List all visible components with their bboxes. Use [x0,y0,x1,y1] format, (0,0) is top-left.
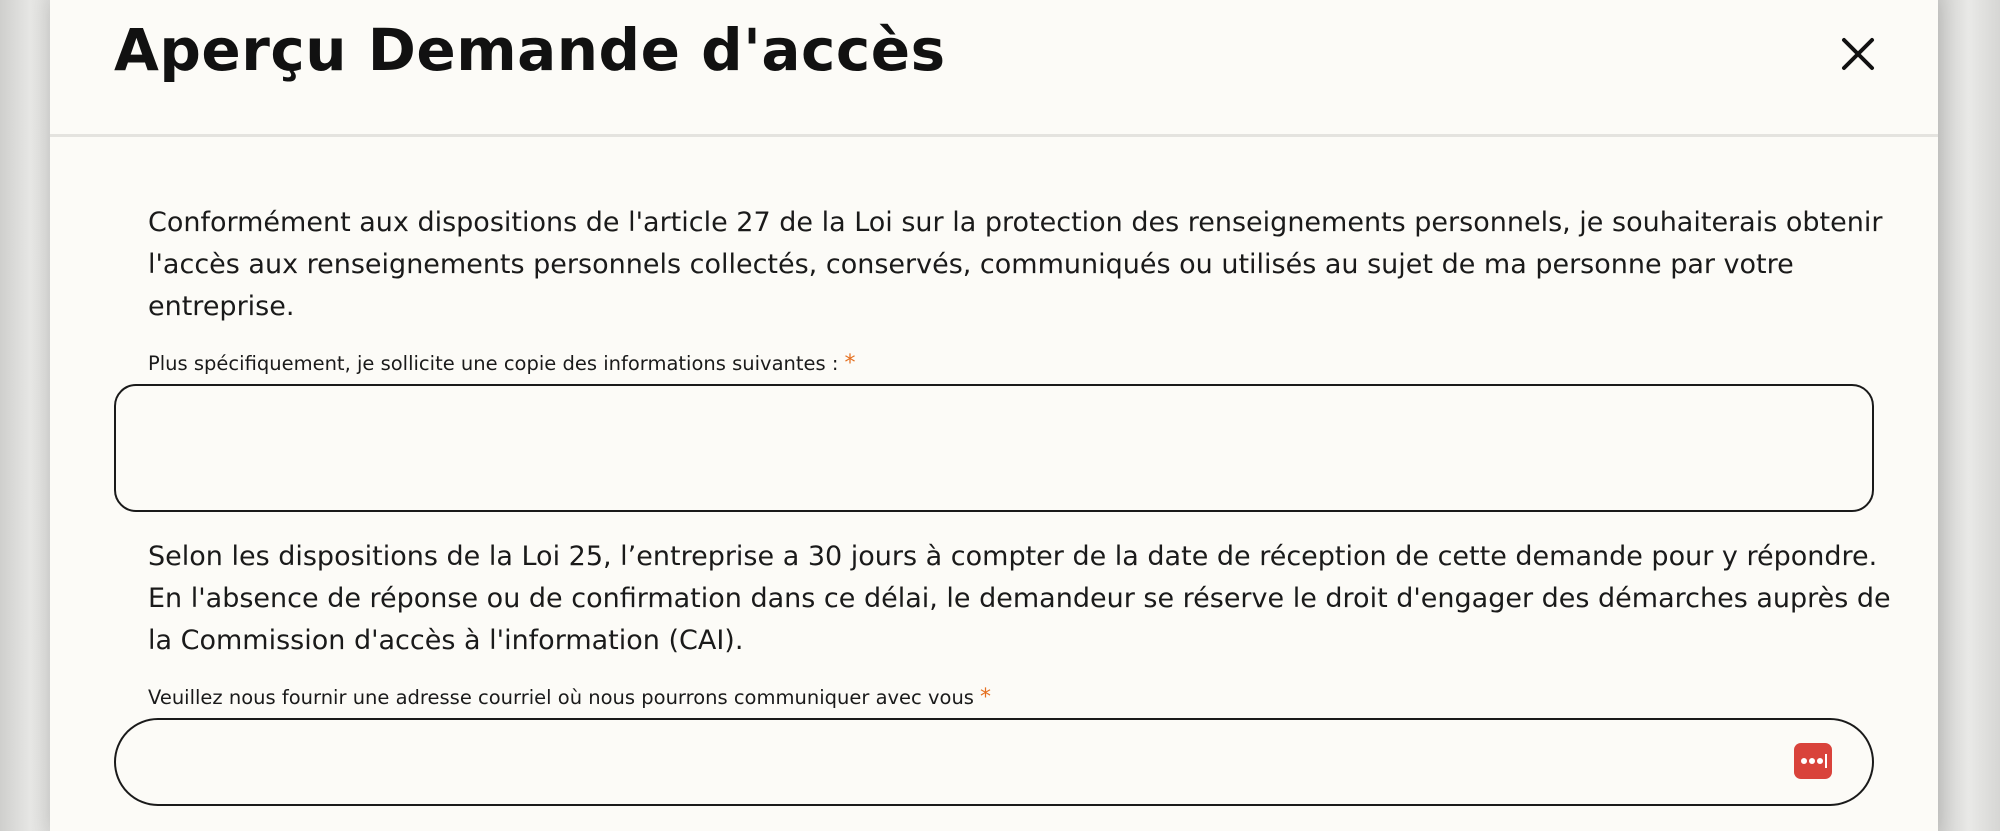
info-request-label-text: Plus spécifiquement, je sollicite une copie des informations suivantes : [148,352,839,375]
cursor-bar-icon [1825,754,1827,768]
required-asterisk: * [844,351,856,376]
close-icon [1830,26,1886,82]
password-manager-icon[interactable] [1794,743,1832,779]
dot-icon [1809,758,1815,764]
backdrop-left [0,0,50,831]
notice-paragraph: Selon les dispositions de la Loi 25, l’entreprise a 30 jours à compter de la date de réception de cette demande pour y répondre. En l'absence de réponse ou de confirmation dans ce délai, le demandeur se réserve le droit d'engager des démarches auprès de la Commission d'accès à l'information (CAI). [148,541,1891,656]
access-request-preview-modal [50,0,1938,831]
email-label [148,684,991,712]
modal-title: Aperçu Demande d'accès [114,16,946,84]
required-asterisk: * [979,685,991,710]
info-request-label [148,350,855,378]
backdrop-right [1938,0,2000,831]
intro-paragraph: Conformément aux dispositions de l'article 27 de la Loi sur la protection des renseignements personnels, je souhaiterais obtenir l'accès aux renseignements personnels collectés, conservés, communiqués ou utilisés au sujet de ma personne par votre entreprise. [148,207,1883,322]
email-label-text: Veuillez nous fournir une adresse courriel où nous pourrons communiquer avec vous [148,686,974,709]
email-input[interactable] [114,718,1874,806]
dot-icon [1801,758,1807,764]
dot-icon [1817,758,1823,764]
modal-header [50,0,1938,137]
info-request-textarea[interactable] [114,384,1874,512]
close-button[interactable] [1830,26,1886,82]
